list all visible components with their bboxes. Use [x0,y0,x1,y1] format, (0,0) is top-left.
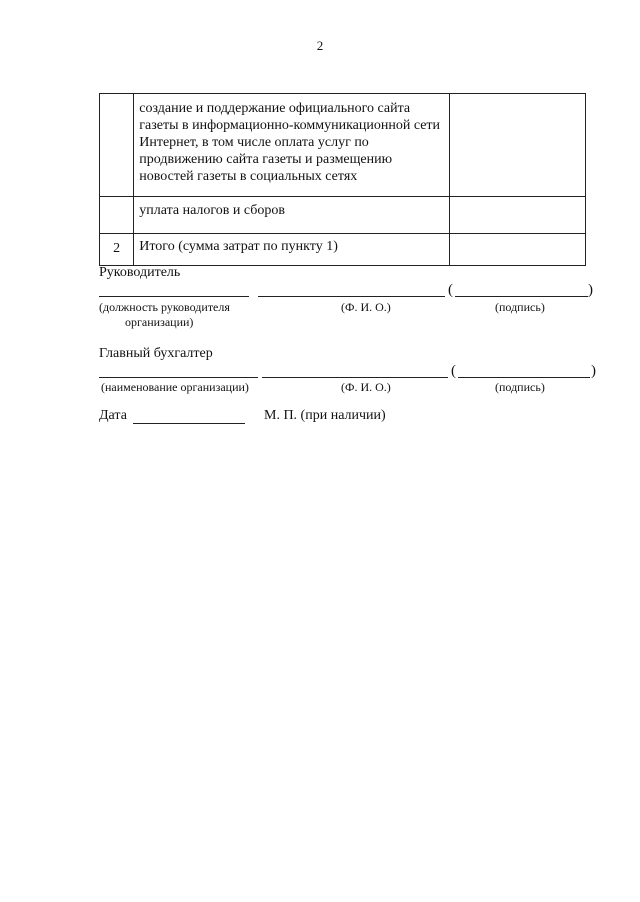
table-row [100,234,586,266]
row-number-cell [100,94,134,197]
director-label: Руководитель [99,265,181,280]
table-row [100,94,586,197]
row-value-cell [449,94,585,197]
row-text-cell: Итого (сумма затрат по пункту 1) [134,234,450,266]
date-label: Дата [99,408,127,423]
accountant-label: Главный бухгалтер [99,346,213,361]
cost-table [99,93,586,266]
director-position-caption-2: организации) [125,315,194,329]
director-position-line [99,296,249,297]
director-signature-line [455,296,588,297]
accountant-name-line [262,377,448,378]
accountant-signature-caption: (подпись) [495,380,545,394]
accountant-signature-paren-open: ( [451,363,456,379]
accountant-org-caption: (наименование организации) [101,380,249,394]
row-number-cell: 2 [100,234,134,266]
row-value-cell [449,197,585,234]
row-value-cell [449,234,585,266]
row-text-cell: создание и поддержание официального сайта газеты в информационно-коммуникационной сети Интернет, в том числе оплата услуг по продвижению сайта газеты и размещению новостей газеты в социальных сетях [134,94,450,197]
accountant-name-caption: (Ф. И. О.) [341,380,391,394]
table-row [100,197,586,234]
director-name-line [258,296,445,297]
accountant-signature-line [458,377,590,378]
director-name-caption: (Ф. И. О.) [341,300,391,314]
director-signature-paren-open: ( [448,282,453,298]
director-signature-paren-close: ) [588,282,593,298]
director-position-caption-1: (должность руководителя [99,300,230,314]
date-line [133,423,245,424]
director-signature-caption: (подпись) [495,300,545,314]
row-text-cell: уплата налогов и сборов [134,197,450,234]
stamp-label: М. П. (при наличии) [264,408,386,423]
row-number-cell [100,197,134,234]
accountant-signature-paren-close: ) [591,363,596,379]
accountant-org-line [99,377,258,378]
page-number: 2 [316,38,324,53]
